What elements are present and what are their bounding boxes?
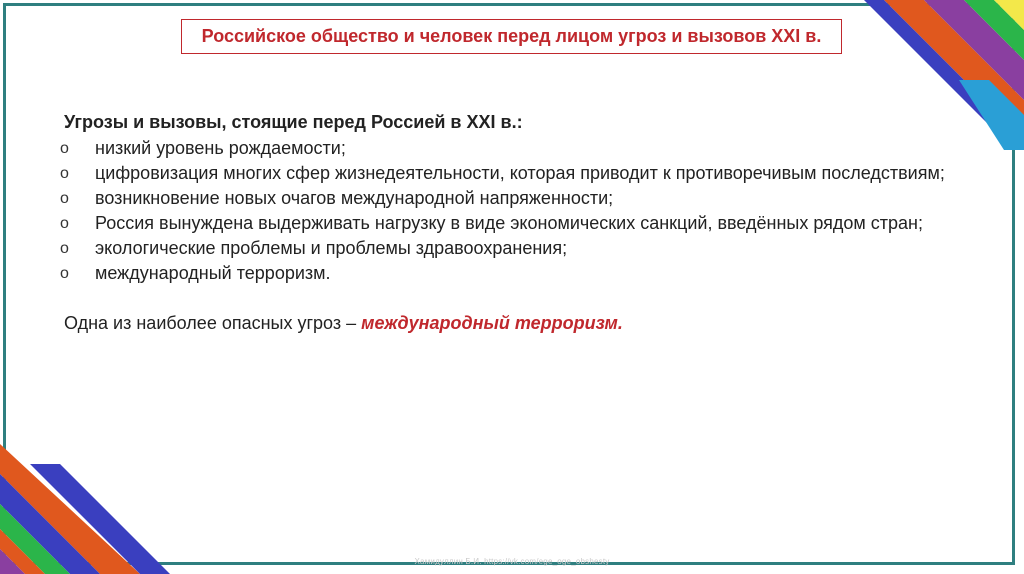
threats-heading: Угрозы и вызовы, стоящие перед Россией в XXI в.: [64, 112, 523, 132]
list-item [60, 236, 964, 261]
list-item [60, 211, 964, 236]
bullet-circle-icon: o [60, 190, 69, 207]
list-item-text: возникновение новых очагов международной напряженности; [95, 188, 614, 208]
content-area [60, 110, 964, 336]
footer-credit: Хамидуллин Б.И. https://vk.com/ege_oge_obshesty [414, 557, 610, 566]
summary-line [64, 311, 964, 336]
bullet-circle-icon: o [60, 265, 69, 282]
summary-prefix: Одна из наиболее опасных угроз – [64, 313, 362, 333]
list-item-text: экологические проблемы и проблемы здравоохранения; [95, 238, 568, 258]
list-item [60, 161, 964, 186]
list-item [60, 186, 964, 211]
slide-title: Российское общество и человек перед лицом угроз и вызовов XXI в. [201, 26, 822, 46]
threats-list [60, 136, 964, 286]
list-item [60, 261, 964, 286]
bullet-circle-icon: o [60, 240, 69, 257]
list-item [60, 136, 964, 161]
corner-decoration-bottom-left [0, 444, 170, 574]
title-box [181, 19, 842, 54]
summary-emphasis: международный терроризм. [361, 313, 623, 333]
list-item-text: цифровизация многих сфер жизнедеятельности, которая приводит к противоречивым последствиям; [95, 163, 945, 183]
bullet-circle-icon: o [60, 140, 69, 157]
list-item-text: международный терроризм. [95, 263, 331, 283]
list-item-text: низкий уровень рождаемости; [95, 138, 346, 158]
bullet-circle-icon: o [60, 215, 69, 232]
bullet-circle-icon: o [60, 165, 69, 182]
list-item-text: Россия вынуждена выдерживать нагрузку в виде экономических санкций, введённых рядом стран; [95, 213, 923, 233]
